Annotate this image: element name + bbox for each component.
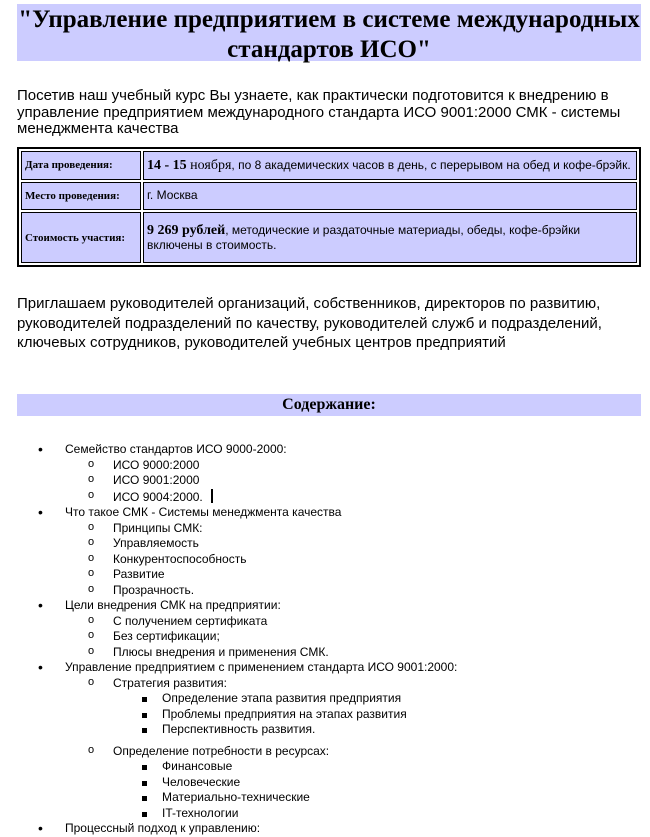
title-line-1: "Управление предприятием в системе международных — [18, 6, 640, 33]
toc-section-label: Процессный подход к управлению: — [65, 821, 261, 835]
list-item — [0, 442, 650, 505]
table-row — [21, 212, 637, 263]
text-cursor — [211, 489, 213, 503]
toc-section-label: Управление предприятием с применением стандарта ИСО 9001:2000: — [65, 660, 458, 674]
place-value: г. Москва — [143, 182, 637, 211]
cost-value — [143, 212, 637, 263]
list-item: Проблемы предприятия на этапах развития — [0, 707, 650, 723]
course-info-table — [17, 147, 641, 267]
date-days: 14 - 15 — [147, 157, 187, 173]
list-item — [0, 598, 650, 660]
list-item: Перспективность развития. — [0, 722, 650, 738]
cost-amount: 9 269 рублей — [147, 222, 226, 238]
list-item: o Конкурентоспособность — [0, 552, 650, 568]
toc-subsection-label: Определение потребности в ресурсах: — [113, 743, 330, 758]
list-item: IT-технологии — [0, 806, 650, 822]
list-item — [0, 489, 650, 506]
date-value — [143, 151, 637, 180]
list-item: o Прозрачность. — [0, 583, 650, 599]
date-label: Дата проведения: — [21, 151, 141, 180]
place-label: Место проведения: — [21, 182, 141, 211]
title-line-2: стандартов ИСО" — [227, 36, 431, 63]
list-item: Человеческие — [0, 775, 650, 791]
list-item: Материально-технические — [0, 790, 650, 806]
list-item: o Плюсы внедрения и применения СМК. — [0, 645, 650, 661]
list-item: o ИСО 9000:2000 — [0, 458, 650, 474]
date-month: ноября — [186, 157, 232, 173]
intro-paragraph: Посетив наш учебный курс Вы узнаете, как практически подготовится к внедрению в управление предприятием международного стандарта ИСО 9001:2000 СМК - системы менеджмента качества — [17, 87, 621, 137]
list-item: o С получением сертификата — [0, 614, 650, 630]
invite-paragraph: Приглашаем руководителей организаций, собственников, директоров по развитию, руководителей подразделений по качеству, руководителей служб и подразделений, ключевых сотрудников, руководителей учебных центров предприятий — [17, 295, 602, 351]
toc-section-label: Цели внедрения СМК на предприятии: — [65, 598, 281, 612]
list-item: o Развитие — [0, 567, 650, 583]
list-item: o Управляемость — [0, 536, 650, 552]
list-item: o Без сертификации; — [0, 629, 650, 645]
toc-section-label: Семейство стандартов ИСО 9000-2000: — [65, 442, 287, 456]
contents-heading: Содержание: — [17, 394, 641, 416]
list-item: o Принципы СМК: — [0, 521, 650, 537]
toc-section-label: Что такое СМК - Системы менеджмента качества — [65, 505, 342, 519]
list-item: o ИСО 9001:2000 — [0, 473, 650, 489]
cost-details: , методические и раздаточные материады, обеды, кофе-брэйки включены в стоимость. — [147, 222, 581, 252]
list-item — [0, 676, 650, 738]
date-details: , по 8 академических часов в день, с перерывом на обед и кофе-брэйк. — [231, 157, 631, 172]
table-row — [21, 151, 637, 180]
list-item-text: ИСО 9004:2000. — [113, 489, 203, 504]
list-item — [0, 744, 650, 822]
list-item: Финансовые — [0, 759, 650, 775]
list-item — [0, 821, 650, 837]
table-of-contents — [0, 442, 650, 837]
list-item — [0, 505, 650, 598]
list-item — [0, 660, 650, 821]
table-row — [21, 182, 637, 211]
toc-subsection-label: Стратегия развития: — [113, 675, 228, 690]
list-item: Определение этапа развития предприятия — [0, 691, 650, 707]
cost-label: Стоимость участия: — [21, 212, 141, 263]
page-title — [17, 4, 641, 61]
